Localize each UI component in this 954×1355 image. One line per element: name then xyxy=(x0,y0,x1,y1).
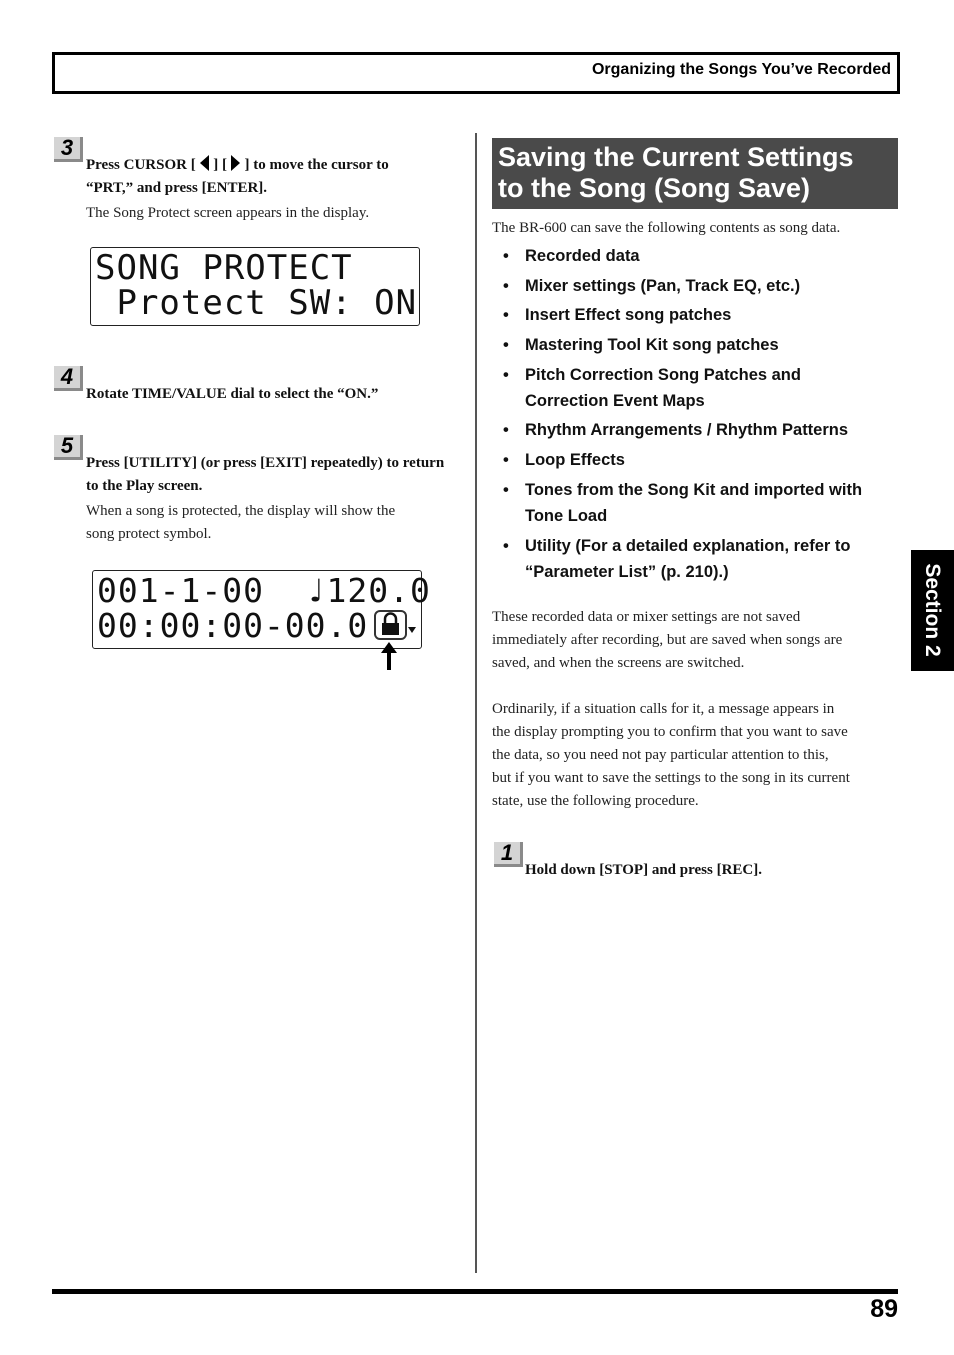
step-3-description: The Song Protect screen appears in the display. xyxy=(86,205,370,221)
list-item: • Recorded data xyxy=(503,247,640,265)
step-4-instruction: Rotate TIME/VALUE dial to select the “ON.” xyxy=(86,386,379,402)
column-divider xyxy=(475,133,477,1273)
section-title-line-2: to the Song (Song Save) xyxy=(498,173,811,203)
step-4-badge: 4 xyxy=(54,366,83,391)
step-5-badge: 5 xyxy=(54,435,83,460)
cursor-right-icon xyxy=(231,155,241,171)
list-item: • Tones from the Song Kit and imported with Tone Load xyxy=(503,480,863,525)
intro-paragraph: The BR-600 can save the following contents as song data. xyxy=(492,220,841,236)
running-header xyxy=(52,52,900,94)
section-title-line-1: Saving the Current Settings xyxy=(498,142,854,172)
step-3-badge: 3 xyxy=(54,137,83,162)
lcd-line-1: SONG PROTECT xyxy=(95,248,353,288)
list-item: • Loop Effects xyxy=(503,451,625,470)
footer-rule xyxy=(52,1289,898,1294)
list-item: • Mastering Tool Kit song patches xyxy=(503,336,779,355)
section-title-banner xyxy=(492,138,898,209)
step-5-description: When a song is protected, the display will show the song protect symbol. xyxy=(86,503,396,542)
list-item: • Utility (For a detailed explanation, refer to “Parameter List” (p. 210).) xyxy=(503,536,851,581)
song-protect-lcd xyxy=(90,247,420,326)
list-item: • Mixer settings (Pan, Track EQ, etc.) xyxy=(503,276,801,295)
save-timing-paragraph: These recorded data or mixer settings are not saved immediately after recording, but are saved when songs are saved, and when the screens are switched. xyxy=(492,609,843,671)
section-tab-label: Section 2 xyxy=(921,563,944,657)
song-protect-lock-icon xyxy=(374,610,416,640)
up-arrow-icon xyxy=(380,642,398,670)
running-header-title: Organizing the Songs You’ve Recorded xyxy=(591,61,891,78)
lcd-line-2: Protect SW: ON xyxy=(95,283,418,323)
cursor-left-icon xyxy=(199,155,209,171)
step-1-instruction: Hold down [STOP] and press [REC]. xyxy=(525,862,762,878)
lcd-line-1: 001-1-00 ♩120.0 xyxy=(97,571,431,610)
list-item: • Pitch Correction Song Patches and Correction Event Maps xyxy=(503,365,801,410)
list-item: • Rhythm Arrangements / Rhythm Patterns xyxy=(503,421,849,440)
play-screen-lcd xyxy=(92,570,431,649)
save-procedure-paragraph: Ordinarily, if a situation calls for it, a message appears in the display prompting you to confirm that you want to save the data, so you need not pay particular attention to this, but if you want to save the settings to the song in its current state, use the following procedure. xyxy=(492,701,850,809)
step-1-badge: 1 xyxy=(494,842,523,867)
step-3-instruction: Press CURSOR [ ] [ ] to move the cursor to “PRT,” and press [ENTER]. xyxy=(86,157,389,196)
lcd-line-2: 00:00:00-00.0 xyxy=(97,606,369,645)
page-number: 89 xyxy=(870,1295,898,1323)
list-item: • Insert Effect song patches xyxy=(503,306,732,325)
song-data-list xyxy=(503,243,898,588)
section-tab xyxy=(911,550,954,671)
step-5-instruction: Press [UTILITY] (or press [EXIT] repeatedly) to return to the Play screen. xyxy=(86,455,445,494)
